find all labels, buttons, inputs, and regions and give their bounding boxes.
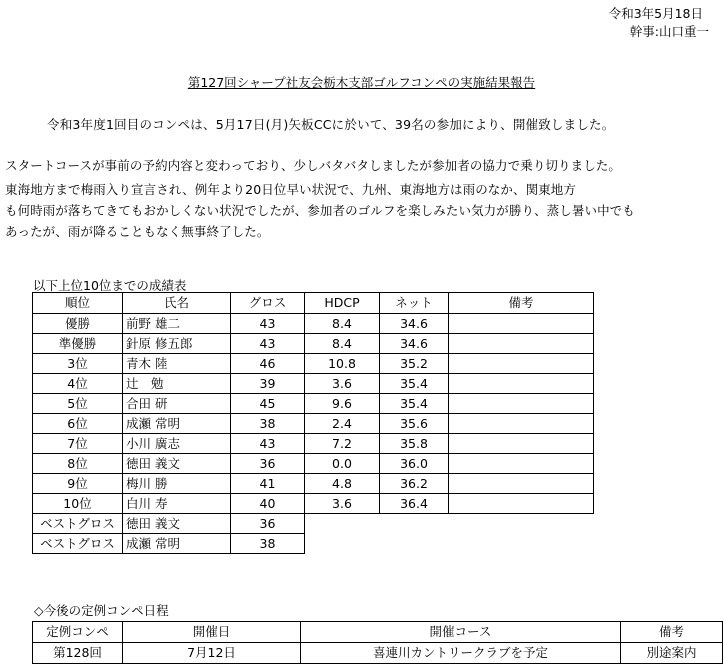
best-gross-row xyxy=(33,534,594,554)
rank-cell: 8位 xyxy=(33,454,123,474)
name-cell: 白川 寿 xyxy=(123,494,231,514)
hdcp-cell: 0.0 xyxy=(305,454,380,474)
name-cell: 小川 廣志 xyxy=(123,434,231,454)
name-cell: 針原 修五郎 xyxy=(123,334,231,354)
column-header: 備考 xyxy=(621,622,723,643)
net-cell: 36.2 xyxy=(380,474,449,494)
table-row xyxy=(33,394,594,414)
gross-cell: 46 xyxy=(231,354,305,374)
rank-cell: 10位 xyxy=(33,494,123,514)
net-cell: 35.8 xyxy=(380,434,449,454)
name-cell: 徳田 義文 xyxy=(123,454,231,474)
remarks-cell xyxy=(449,494,594,514)
column-header: 開催コース xyxy=(301,622,621,643)
rank-cell: 3位 xyxy=(33,354,123,374)
name-cell: 徳田 義文 xyxy=(123,514,231,534)
gross-cell: 43 xyxy=(231,434,305,454)
rank-cell: 準優勝 xyxy=(33,334,123,354)
table-row xyxy=(33,334,594,354)
column-header: 定例コンペ xyxy=(33,622,123,643)
remarks-cell: 別途案内 xyxy=(621,643,723,664)
competition-cell: 第128回 xyxy=(33,643,123,664)
course-cell: 喜連川カントリークラブを予定 xyxy=(301,643,621,664)
remarks-cell xyxy=(449,314,594,334)
table-row xyxy=(33,494,594,514)
remarks-cell xyxy=(449,374,594,394)
hdcp-cell: 8.4 xyxy=(305,314,380,334)
gross-cell: 45 xyxy=(231,394,305,414)
table-row xyxy=(33,434,594,454)
net-cell: 35.4 xyxy=(380,374,449,394)
remarks-cell xyxy=(449,414,594,434)
hdcp-cell: 8.4 xyxy=(305,334,380,354)
net-cell: 36.4 xyxy=(380,494,449,514)
hdcp-cell: 10.8 xyxy=(305,354,380,374)
award-cell: ベストグロス xyxy=(33,534,123,554)
body-line: 東海地方まで梅雨入り宣言され、例年より20日位早い状況で、九州、東海地方は雨のなか、関東地方 xyxy=(5,182,577,197)
name-cell: 成瀬 常明 xyxy=(123,534,231,554)
gross-cell: 43 xyxy=(231,334,305,354)
table-row xyxy=(33,414,594,434)
name-cell: 成瀬 常明 xyxy=(123,414,231,434)
table-row xyxy=(33,374,594,394)
net-cell: 35.2 xyxy=(380,354,449,374)
gross-cell: 41 xyxy=(231,474,305,494)
remarks-cell xyxy=(449,454,594,474)
gross-cell: 43 xyxy=(231,314,305,334)
column-header: 開催日 xyxy=(123,622,301,643)
report-title: 第127回シャープ社友会栃木支部ゴルフコンペの実施結果報告 xyxy=(187,75,536,90)
table-row xyxy=(33,354,594,374)
schedule-table xyxy=(32,621,723,664)
hdcp-cell: 3.6 xyxy=(305,374,380,394)
remarks-cell xyxy=(449,434,594,454)
award-cell: ベストグロス xyxy=(33,514,123,534)
net-cell: 35.6 xyxy=(380,414,449,434)
name-cell: 梅川 勝 xyxy=(123,474,231,494)
body-line: も何時雨が落ちてきてもおかしくない状況でしたが、参加者のゴルフを楽しみたい気力が勝り、蒸し暑い中でも xyxy=(5,203,635,218)
secretary-name: 幹事:山口重一 xyxy=(629,24,709,39)
hdcp-cell: 3.6 xyxy=(305,494,380,514)
hdcp-cell: 7.2 xyxy=(305,434,380,454)
gross-cell: 38 xyxy=(231,414,305,434)
schedule-caption: ◇今後の定例コンペ日程 xyxy=(34,603,169,618)
rank-cell: 7位 xyxy=(33,434,123,454)
hdcp-cell: 9.6 xyxy=(305,394,380,414)
body-line: あったが、雨が降ることもなく無事終了した。 xyxy=(5,224,270,239)
rank-cell: 4位 xyxy=(33,374,123,394)
column-header: 備考 xyxy=(449,293,594,314)
column-header: ネット xyxy=(380,293,449,314)
remarks-cell xyxy=(449,354,594,374)
gross-cell: 36 xyxy=(231,514,305,534)
rank-cell: 9位 xyxy=(33,474,123,494)
hdcp-cell: 4.8 xyxy=(305,474,380,494)
results-caption: 以下上位10位までの成績表 xyxy=(33,278,187,293)
net-cell: 36.0 xyxy=(380,454,449,474)
gross-cell: 40 xyxy=(231,494,305,514)
table-row xyxy=(33,474,594,494)
name-cell: 辻 勉 xyxy=(123,374,231,394)
gross-cell: 39 xyxy=(231,374,305,394)
gross-cell: 36 xyxy=(231,454,305,474)
intro-paragraph: 令和3年度1回目のコンペは、5月17日(月)矢板CCに於いて、39名の参加により、開催致しました。 xyxy=(47,117,615,132)
rank-cell: 優勝 xyxy=(33,314,123,334)
column-header: HDCP xyxy=(305,293,380,314)
column-header: グロス xyxy=(231,293,305,314)
name-cell: 前野 雄二 xyxy=(123,314,231,334)
remarks-cell xyxy=(449,334,594,354)
table-row xyxy=(33,643,723,664)
rank-cell: 5位 xyxy=(33,394,123,414)
name-cell: 青木 陸 xyxy=(123,354,231,374)
schedule-header-row xyxy=(33,622,723,643)
name-cell: 合田 研 xyxy=(123,394,231,414)
hdcp-cell: 2.4 xyxy=(305,414,380,434)
column-header: 順位 xyxy=(33,293,123,314)
date-cell: 7月12日 xyxy=(123,643,301,664)
results-table xyxy=(32,292,594,554)
net-cell: 34.6 xyxy=(380,314,449,334)
table-row xyxy=(33,314,594,334)
remarks-cell xyxy=(449,474,594,494)
column-header: 氏名 xyxy=(123,293,231,314)
best-gross-row xyxy=(33,514,594,534)
report-date: 令和3年5月18日 xyxy=(608,6,703,21)
empty-area xyxy=(305,514,594,534)
net-cell: 34.6 xyxy=(380,334,449,354)
table-row xyxy=(33,454,594,474)
remarks-cell xyxy=(449,394,594,414)
empty-area xyxy=(305,534,594,554)
rank-cell: 6位 xyxy=(33,414,123,434)
results-header-row xyxy=(33,293,594,314)
net-cell: 35.4 xyxy=(380,394,449,414)
body-line: スタートコースが事前の予約内容と変わっており、少しバタバタしましたが参加者の協力で乗り切りました。 xyxy=(5,158,622,173)
gross-cell: 38 xyxy=(231,534,305,554)
